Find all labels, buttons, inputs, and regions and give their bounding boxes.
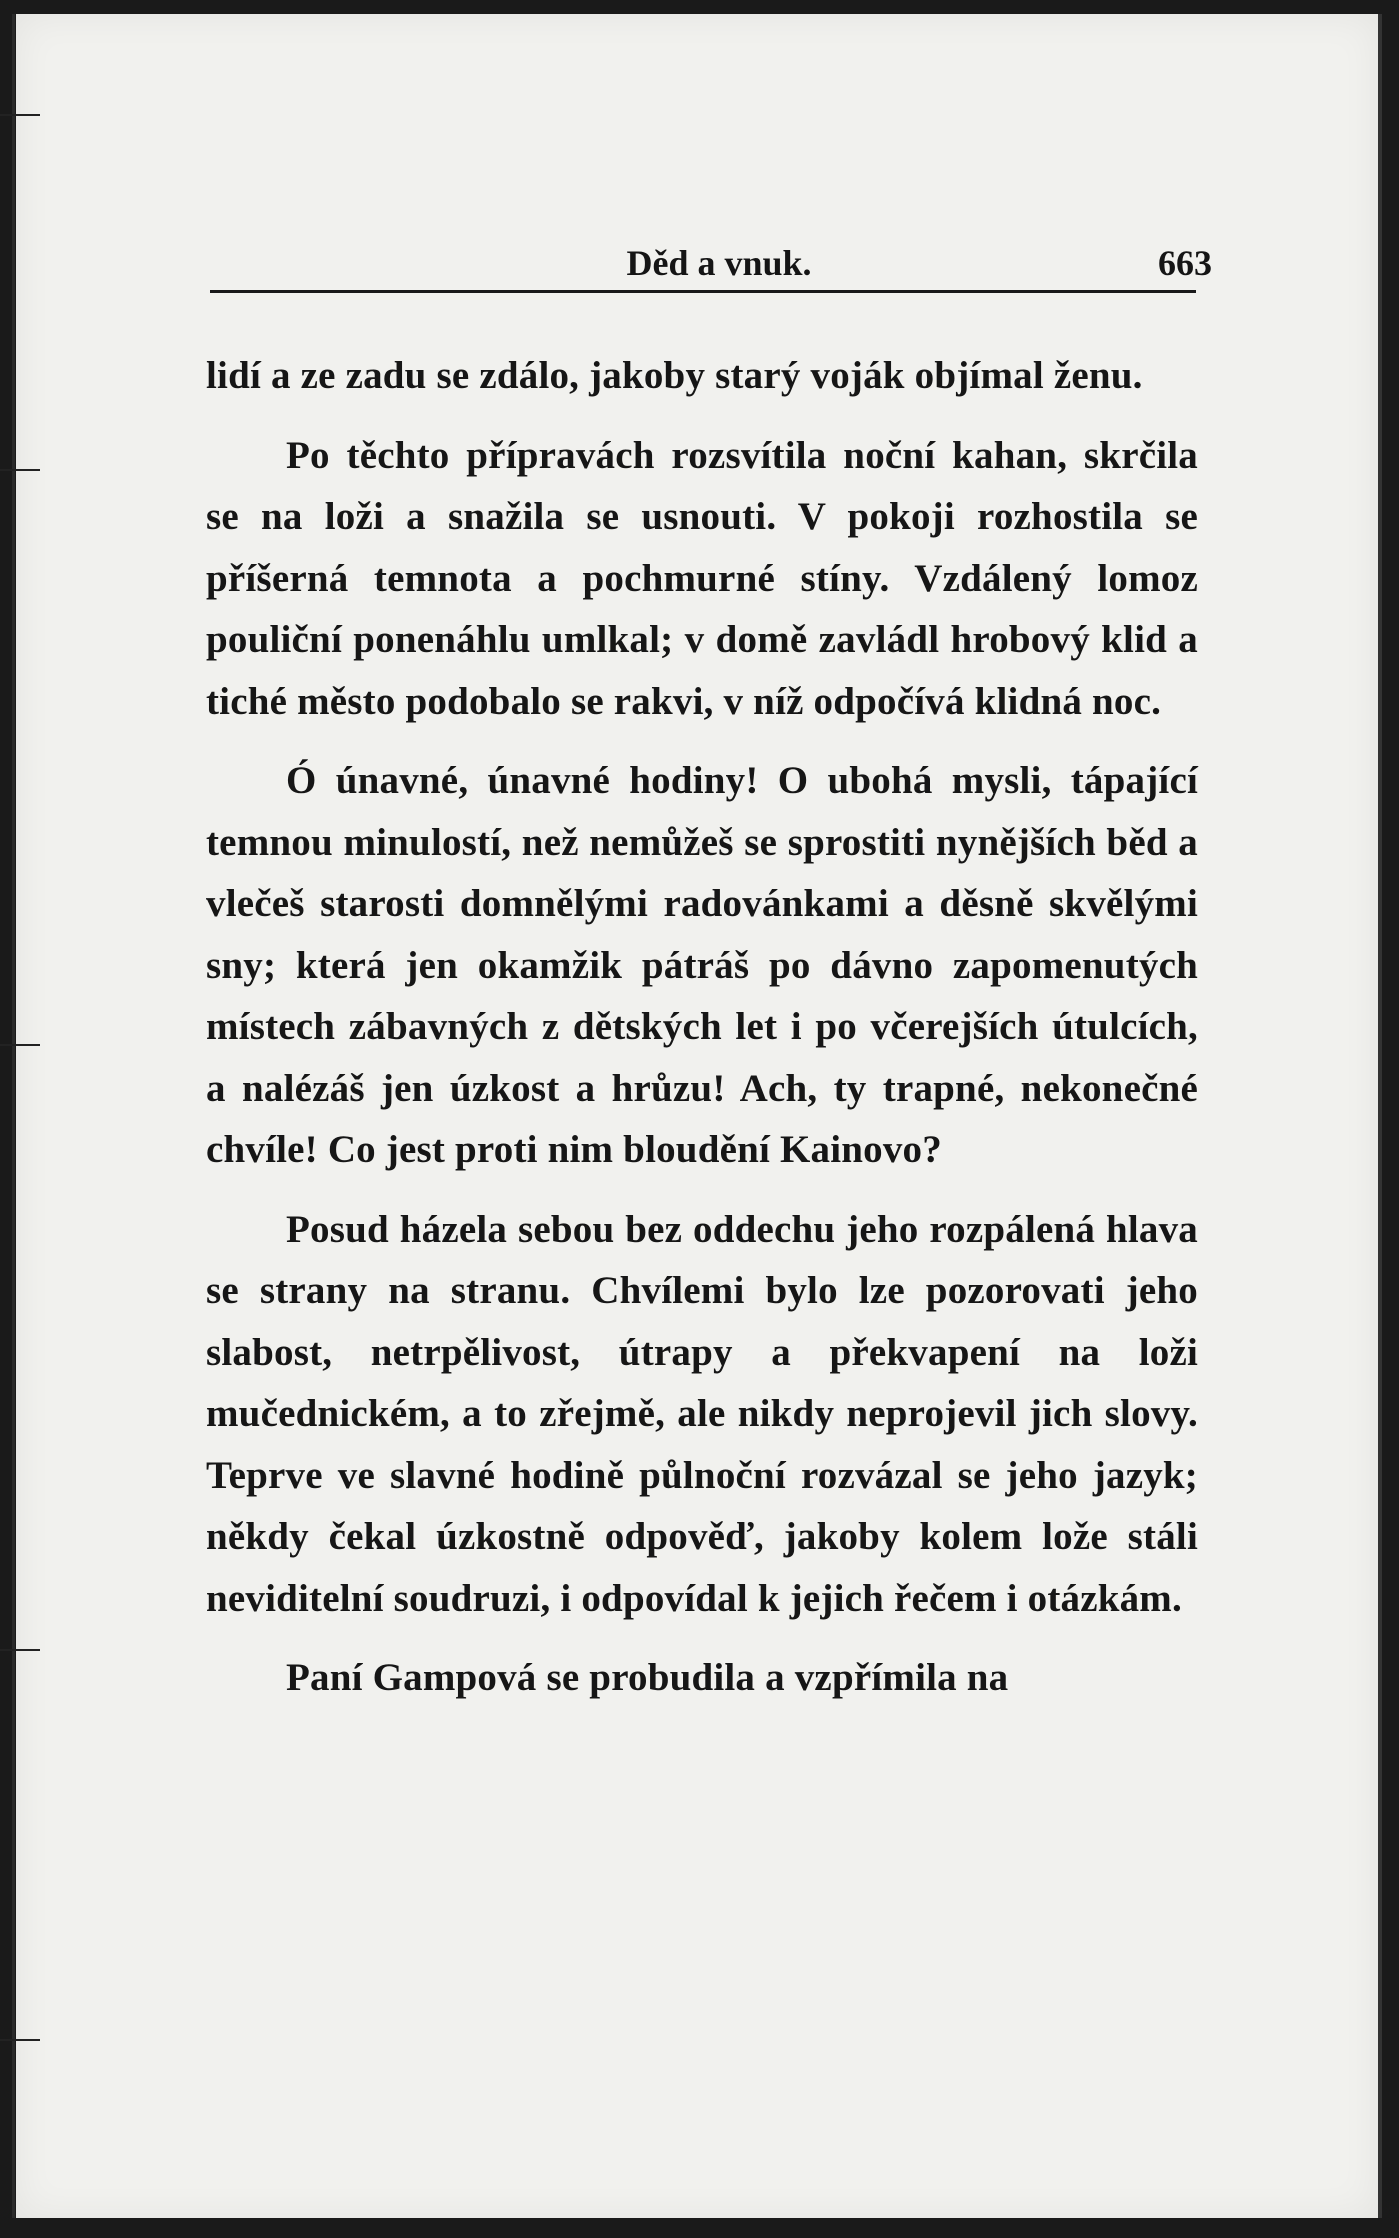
scan-tick (0, 1649, 40, 1651)
running-title: Děd a vnuk. (626, 243, 812, 283)
scan-tick (0, 1044, 40, 1046)
body-text (206, 345, 1198, 1709)
paragraph: Posud házela sebou bez oddechu jeho rozpálená hlava se strany na stranu. Chvílemi bylo lze pozorovati jeho slabost, netrpělivost, útrapy a překvapení na loži mučednickém, a to zřejmě, ale nikdy neprojevil jich slovy. Teprve ve slavné hodině půlnoční rozvázal se jeho jazyk; někdy čekal úzkostně odpověď, jakoby kolem lože stáli neviditelní soudruzi, i odpovídal k jejich řečem i otázkám. (206, 1207, 1198, 1620)
paragraph: Paní Gampová se probudila a vzpřímila na (286, 1656, 1009, 1699)
scan-tick (0, 469, 40, 471)
paragraph: Ó únavné, únavné hodiny! O ubohá mysli, tápající temnou minulostí, než nemůžeš se sprostiti nynějších běd a vlečeš starosti domnělými radovánkami a děsně skvělými sny; která jen okamžik pátráš po dávno zapomenutých místech zábavných z dětských let i po včerejších útulcích, a nalézáš jen úzkost a hrůzu! Ach, ty trapné, nekonečné chvíle! Co jest proti nim bloudění Kainovo? (206, 759, 1198, 1171)
scan-tick (0, 2039, 40, 2041)
scan-tick (0, 114, 40, 116)
header-rule (210, 290, 1196, 293)
scan-margin-line (12, 14, 15, 2218)
scan-right-edge (1378, 14, 1382, 2218)
page-number: 663 (1158, 243, 1212, 283)
page-header (226, 242, 1212, 284)
paragraph: lidí a ze zadu se zdálo, jakoby starý voják objímal ženu. (206, 354, 1143, 397)
paragraph: Po těchto přípravách rozsvítila noční kahan, skrčila se na loži a snažila se usnouti. V pokoji rozhostila se příšerná temnota a pochmurné stíny. Vzdálený lomoz pouliční ponenáhlu umlkal; v domě zavládl hrobový klid a tiché město podobalo se rakvi, v níž odpočívá klidná noc. (206, 433, 1198, 723)
